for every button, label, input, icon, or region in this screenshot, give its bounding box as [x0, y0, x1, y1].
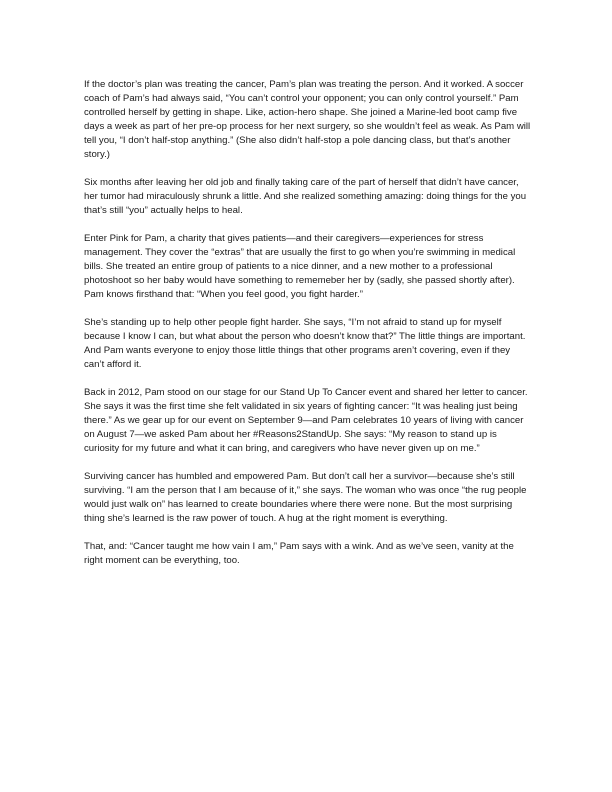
- paragraph-1: If the doctor’s plan was treating the cancer, Pam’s plan was treating the person. And it worked. A soccer coach of Pam’s had always said, “You can’t control your opponent; you can only control yourself.” Pam controlled herself by getting in shape. Like, action-hero shape. She joined a Marine-led boot camp five days a week as part of her pre-op process for her next surgery, so she wouldn’t feel as weak. As Pam will tell you, “I don’t half-stop anything.” (She also didn’t half-stop a pole dancing class, but that’s another story.): [84, 79, 531, 160]
- paragraph-3: Enter Pink for Pam, a charity that gives patients—and their caregivers—experiences for stress management. They cover the “extras” that are usually the first to go when you’re swimming in medical bills. She treated an entire group of patients to a nice dinner, and a new mother to a professional photoshoot so her baby would have something to rememeber her by (sadly, she passed shortly after). Pam knows firsthand that: “When you feel good, you fight harder.”: [84, 233, 516, 300]
- paragraph-4: She’s standing up to help other people fight harder. She says, “I’m not afraid to stand up for myself because I know I can, but what about the person who doesn’t know that?” The little things are important. And Pam wants everyone to enjoy those little things that other programs aren’t covering, even if they can’t afford it.: [84, 317, 526, 370]
- paragraph-6: Surviving cancer has humbled and empowered Pam. But don’t call her a survivor—because she’s still surviving. “I am the person that I am because of it,” she says. The woman who was once “the rug people would just walk on” has learned to create boundaries where there were none. But the most surprising thing she’s learned is the raw power of touch. A hug at the right moment is everything.: [84, 471, 527, 524]
- paragraph-7: That, and: “Cancer taught me how vain I am,” Pam says with a wink. And as we’ve seen, vanity at the right moment can be everything, too.: [84, 541, 514, 566]
- document-body: [84, 78, 532, 582]
- paragraph-5: Back in 2012, Pam stood on our stage for our Stand Up To Cancer event and shared her letter to cancer. She says it was the first time she felt validated in six years of fighting cancer: “It was healing just being there.” As we gear up for our event on September 9—and Pam celebrates 10 years of living with cancer on August 7—we asked Pam about her #Reasons2StandUp. She says: “My reason to stand up is curiosity for my future and what it can bring, and caregivers who have never given up on me.”: [84, 387, 528, 454]
- paragraph-2: Six months after leaving her old job and finally taking care of the part of herself that didn’t have cancer, her tumor had miraculously shrunk a little. And she realized something amazing: doing things for the you that’s still “you” actually helps to heal.: [84, 177, 527, 216]
